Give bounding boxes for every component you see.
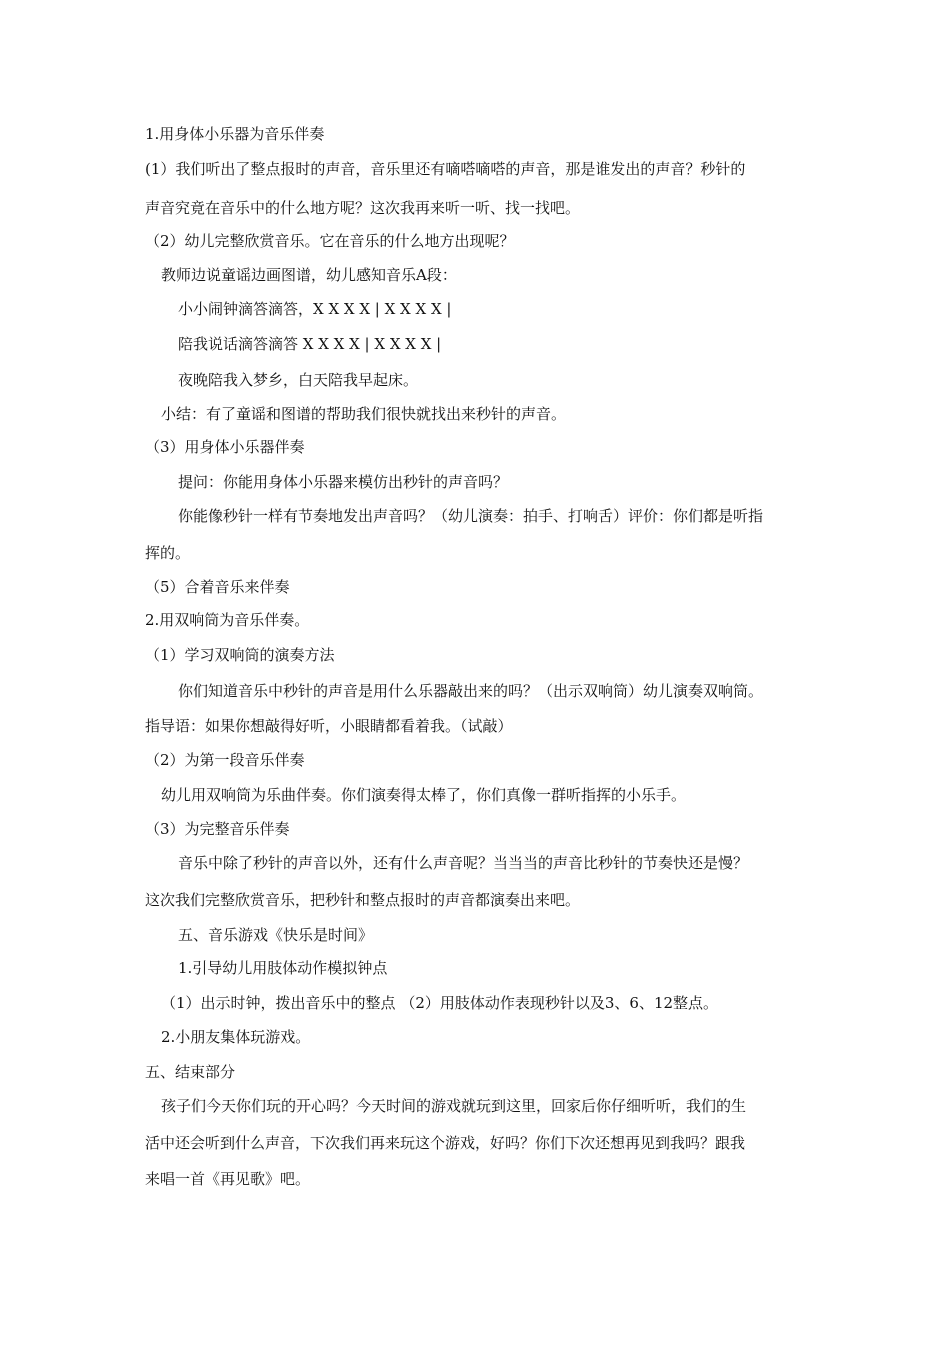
paragraph-line: 来唱一首《再见歌》吧。	[145, 1170, 311, 1188]
paragraph-line: （1）出示时钟，拨出音乐中的整点 （2）用肢体动作表现秒针以及3、6、12整点。	[161, 994, 719, 1012]
rhythm-line: 小小闹钟滴答滴答，X X X X | X X X X |	[178, 300, 452, 318]
paragraph-line: 孩子们今天你们玩的开心吗？今天时间的游戏就玩到这里，回家后你仔细听听，我们的生	[161, 1097, 747, 1115]
heading-2: 2.用双响筒为音乐伴奏。	[145, 611, 310, 629]
paragraph-line: 夜晚陪我入梦乡，白天陪我早起床。	[178, 371, 419, 389]
paragraph-line: 小结：有了童谣和图谱的帮助我们很快就找出来秒针的声音。	[161, 405, 567, 423]
subheading: （1）学习双响筒的演奏方法	[145, 646, 335, 664]
paragraph-line: 2.小朋友集体玩游戏。	[161, 1028, 311, 1046]
heading-1: 1.用身体小乐器为音乐伴奏	[145, 125, 325, 143]
subheading: （3）用身体小乐器伴奏	[145, 438, 305, 456]
paragraph-line: 挥的。	[145, 544, 191, 562]
subheading: 1.引导幼儿用肢体动作模拟钟点	[178, 959, 388, 977]
paragraph-line: 这次我们完整欣赏音乐，把秒针和整点报时的声音都演奏出来吧。	[145, 891, 581, 909]
section-heading: 五、音乐游戏《快乐是时间》	[178, 926, 374, 944]
paragraph-line: 音乐中除了秒针的声音以外，还有什么声音呢？当当当的声音比秒针的节奏快还是慢？	[178, 854, 749, 872]
subheading: （2）为第一段音乐伴奏	[145, 751, 305, 769]
paragraph-line: 提问：你能用身体小乐器来模仿出秒针的声音吗？	[178, 473, 509, 491]
paragraph-line: 幼儿用双响筒为乐曲伴奏。你们演奏得太棒了，你们真像一群听指挥的小乐手。	[161, 786, 687, 804]
subheading: （3）为完整音乐伴奏	[145, 820, 290, 838]
paragraph-line: 声音究竟在音乐中的什么地方呢？这次我再来听一听、找一找吧。	[145, 199, 581, 217]
paragraph-line: 指导语：如果你想敲得好听，小眼睛都看着我。（试敲）	[145, 717, 513, 735]
rhythm-line: 陪我说话滴答滴答 X X X X | X X X X |	[178, 335, 442, 353]
subheading: （2）幼儿完整欣赏音乐。它在音乐的什么地方出现呢？	[145, 232, 515, 250]
paragraph-line: 你们知道音乐中秒针的声音是用什么乐器敲出来的吗？（出示双响筒）幼儿演奏双响筒。	[178, 682, 764, 700]
paragraph-line: (1）我们听出了整点报时的声音，音乐里还有嘀嗒嘀嗒的声音，那是谁发出的声音？秒针的	[145, 160, 746, 178]
paragraph-line: 你能像秒针一样有节奏地发出声音吗？（幼儿演奏：拍手、打响舌）评价：你们都是听指	[178, 507, 764, 525]
paragraph-line: 教师边说童谣边画图谱，幼儿感知音乐A段：	[161, 266, 457, 284]
paragraph-line: 活中还会听到什么声音，下次我们再来玩这个游戏，好吗？你们下次还想再见到我吗？跟我	[145, 1134, 746, 1152]
section-heading: 五、结束部分	[145, 1063, 236, 1081]
subheading: （5）合着音乐来伴奏	[145, 578, 290, 596]
